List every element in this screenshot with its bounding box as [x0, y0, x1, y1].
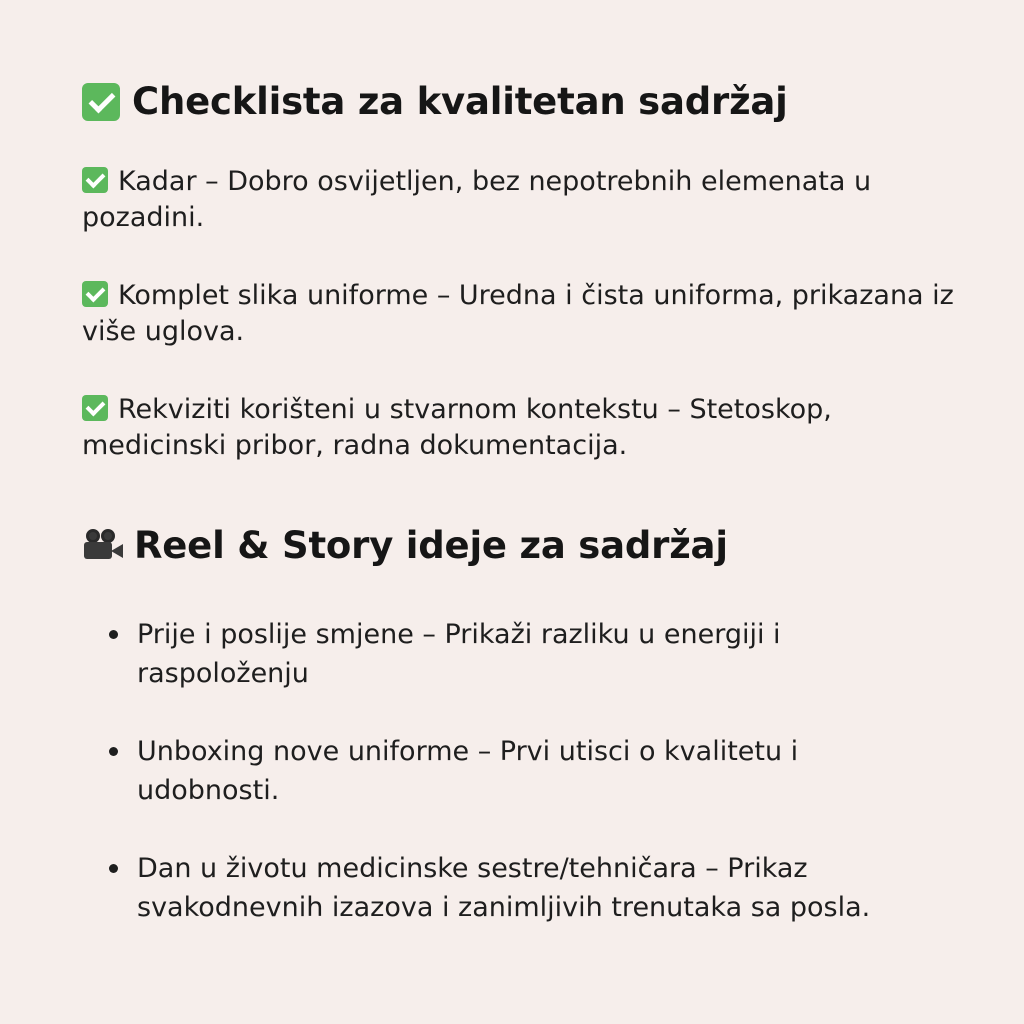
list-item — [82, 732, 902, 810]
checklist-item-text: Komplet slika uniforme – Uredna i čista uniforma, prikazana iz više uglova. — [82, 280, 954, 347]
checklist-item-kadar — [82, 164, 962, 236]
reel-story-heading-text: Reel & Story ideje za sadržaj — [134, 524, 728, 567]
list-item-text: Unboxing nove uniforme – Prvi utisci o kvalitetu i udobnosti. — [137, 736, 799, 806]
reel-ideas-list — [82, 615, 962, 927]
content-page — [82, 78, 962, 966]
check-mark-button-icon — [82, 395, 108, 421]
check-mark-button-icon — [82, 281, 108, 307]
bullet-dot-icon — [109, 864, 118, 873]
bullet-dot-icon — [109, 747, 118, 756]
movie-camera-icon — [82, 529, 126, 563]
checklist-item-uniform — [82, 278, 962, 350]
checklist-heading — [82, 78, 962, 126]
list-item — [82, 849, 902, 927]
reel-story-heading — [82, 522, 962, 570]
check-mark-button-icon — [82, 167, 108, 193]
bullet-dot-icon — [109, 630, 118, 639]
list-item-text: Prije i poslije smjene – Prikaži razliku u energiji i raspoloženju — [137, 619, 781, 689]
checklist-heading-text: Checklista za kvalitetan sadržaj — [132, 80, 788, 123]
checklist-item-props — [82, 392, 962, 464]
checklist-item-text: Rekviziti korišteni u stvarnom kontekstu – Stetoskop, medicinski pribor, radna dokumentacija. — [82, 394, 832, 461]
list-item-text: Dan u životu medicinske sestre/tehničara – Prikaz svakodnevnih izazova i zanimljivih trenutaka sa posla. — [137, 853, 871, 923]
list-item — [82, 615, 902, 693]
checklist-item-text: Kadar – Dobro osvijetljen, bez nepotrebnih elemenata u pozadini. — [82, 166, 872, 233]
check-mark-button-icon — [82, 83, 120, 121]
